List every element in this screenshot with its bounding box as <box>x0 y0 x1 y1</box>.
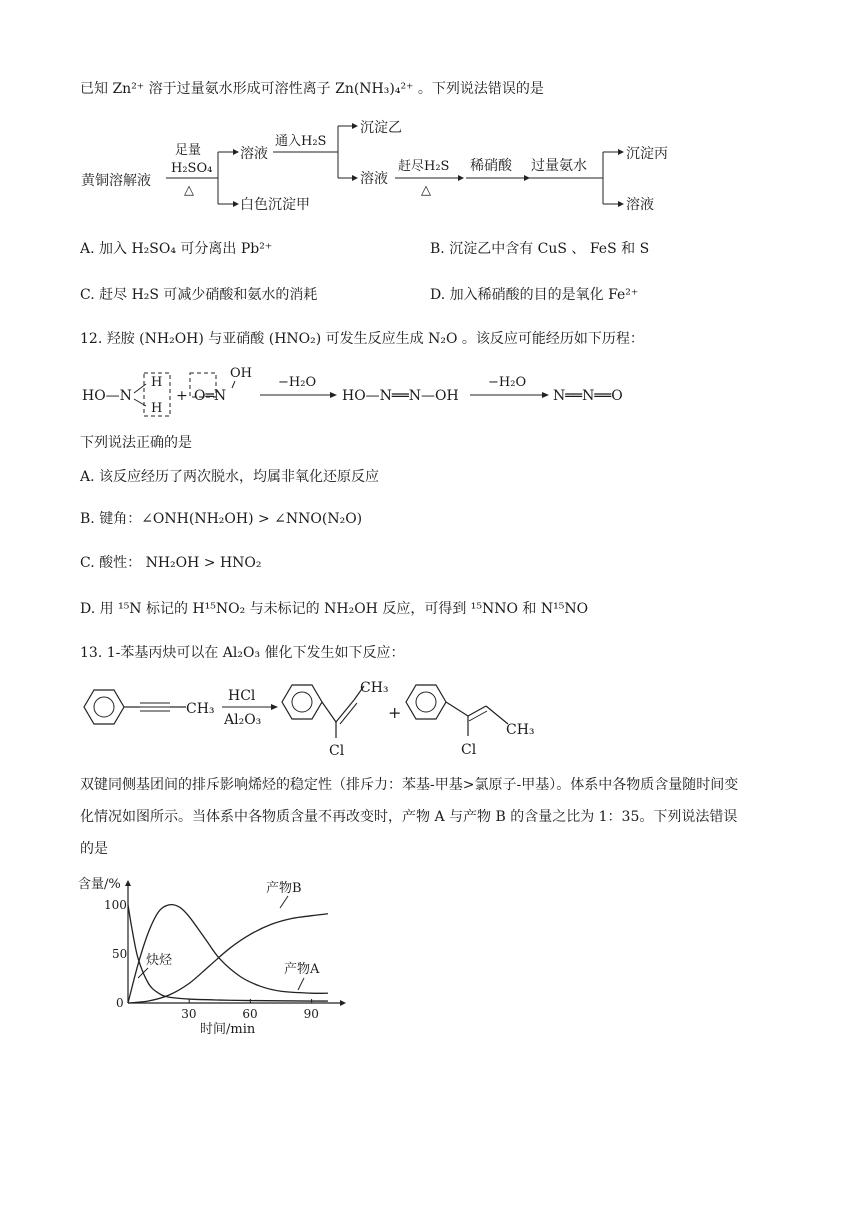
flow-reagent3-top: 赶尽H₂S <box>398 159 450 174</box>
q13-intro: 13. 1-苯基丙炔可以在 Al₂O₃ 催化下发生如下反应： <box>80 645 405 661</box>
q12-lhs2: O═N <box>194 388 227 404</box>
flow-reagent2: 通入H₂S <box>275 134 327 149</box>
leader-alkyne <box>138 968 148 978</box>
x-axis-arrow <box>340 1000 346 1006</box>
q11-option-a: A. 加入 H₂SO₄ 可分离出 Pb²⁺ <box>80 241 273 257</box>
flow-solution2: 溶液 <box>360 171 388 187</box>
phenyl-ring-b <box>282 685 322 719</box>
q13-reagent-top: HCl <box>228 688 256 704</box>
flow-white-ppt: 白色沉淀甲 <box>240 197 310 213</box>
q13-productB-ch3: CH₃ <box>360 680 389 696</box>
q12-question: 下列说法正确的是 <box>80 435 192 451</box>
content-time-chart <box>76 868 356 1038</box>
origin-label: 0 <box>116 996 124 1010</box>
x-tick-label: 30 <box>181 1007 197 1021</box>
y-axis-arrow <box>125 880 131 886</box>
q12-oh: OH <box>230 366 252 381</box>
q12-h-bot: H <box>151 401 163 416</box>
x-tick-label: 60 <box>242 1007 258 1021</box>
q11-intro: 已知 Zn²⁺ 溶于过量氨水形成可溶性离子 Zn(NH₃)₄²⁺ 。下列说法错误的是 <box>80 81 544 97</box>
q12-arrow2-label: −H₂O <box>488 375 527 390</box>
leader-product-b <box>280 896 288 908</box>
q11-option-d: D. 加入稀硝酸的目的是氧化 Fe²⁺ <box>430 287 639 303</box>
q13-plus: + <box>388 703 402 722</box>
q12-arrow1-label: −H₂O <box>278 375 317 390</box>
q13-reaction-scheme <box>78 672 558 764</box>
phenyl-ring-a <box>84 690 124 724</box>
q13-paragraph-2: 化情况如图所示。当体系中各物质含量不再改变时，产物 A 与产物 B 的含量之比为 1：35。下列说法错误 <box>80 809 738 825</box>
flow-reagent1-bot: △ <box>184 183 194 198</box>
x-axis-title: 时间/min <box>200 1022 256 1037</box>
q13-productB-cl: Cl <box>329 743 345 759</box>
q11-flowchart <box>78 112 718 222</box>
flow-reagent1-top: 足量 <box>175 143 202 158</box>
y-tick-label: 50 <box>112 946 128 961</box>
flow-solution3: 溶液 <box>626 197 654 213</box>
label-product-b: 产物B <box>266 881 302 896</box>
q12-option-b: B. 键角：∠ONH(NH₂OH) > ∠NNO(N₂O) <box>80 511 363 527</box>
flow-ppt-bing: 沉淀丙 <box>626 146 668 162</box>
q12-plus: + <box>176 388 188 404</box>
x-tick-label: 90 <box>303 1007 319 1021</box>
y-tick-label: 100 <box>104 897 127 912</box>
q12-option-a: A. 该反应经历了两次脱水，均属非氧化还原反应 <box>80 469 380 485</box>
q13-productC-ch3: CH₃ <box>506 722 535 738</box>
flow-dilute-hno3: 稀硝酸 <box>470 158 512 174</box>
q13-paragraph-1: 双键同侧基团间的排斥影响烯烃的稳定性（排斥力：苯基-甲基>氯原子-甲基）。体系中各物质含量随时间变 <box>80 777 739 793</box>
q12-product: N══N══O <box>553 388 623 404</box>
flow-start: 黄铜溶解液 <box>81 173 151 189</box>
label-alkyne: 炔烃 <box>146 953 173 968</box>
flow-ppt-yi: 沉淀乙 <box>360 120 402 136</box>
q12-intermediate: HO—N══N—OH <box>342 388 459 404</box>
q12-intro: 12. 羟胺 (NH₂OH) 与亚硝酸 (HNO₂) 可发生反应生成 N₂O 。该反应可能经历如下历程： <box>80 331 644 347</box>
q13-productC-cl: Cl <box>461 742 477 758</box>
y-axis-title: 含量/% <box>78 877 121 892</box>
q11-option-b: B. 沉淀乙中含有 CuS 、 FeS 和 S <box>430 241 650 257</box>
label-product-a: 产物A <box>284 962 320 977</box>
q12-option-c: C. 酸性： NH₂OH > HNO₂ <box>80 555 262 571</box>
q13-reactant-ch3: CH₃ <box>186 701 215 717</box>
q11-option-c: C. 赶尽 H₂S 可减少硝酸和氨水的消耗 <box>80 287 318 303</box>
leader-product-a <box>298 978 304 990</box>
flow-reagent1-mid: H₂SO₄ <box>171 161 213 176</box>
phenyl-ring-c <box>406 685 446 719</box>
q13-paragraph-3: 的是 <box>80 841 108 857</box>
flow-reagent3-bot: △ <box>421 183 431 198</box>
q12-option-d: D. 用 ¹⁵N 标记的 H¹⁵NO₂ 与未标记的 NH₂OH 反应，可得到 ¹⁵NNO 和 N¹⁵NO <box>80 601 589 617</box>
q13-reagent-bot: Al₂O₃ <box>224 712 262 728</box>
flow-reagent4: 过量氨水 <box>531 158 587 174</box>
q12-reaction-scheme <box>78 360 638 422</box>
flow-solution1: 溶液 <box>240 146 268 162</box>
q12-h-top: H <box>151 375 163 390</box>
q12-lhs1: HO—N <box>82 388 132 404</box>
